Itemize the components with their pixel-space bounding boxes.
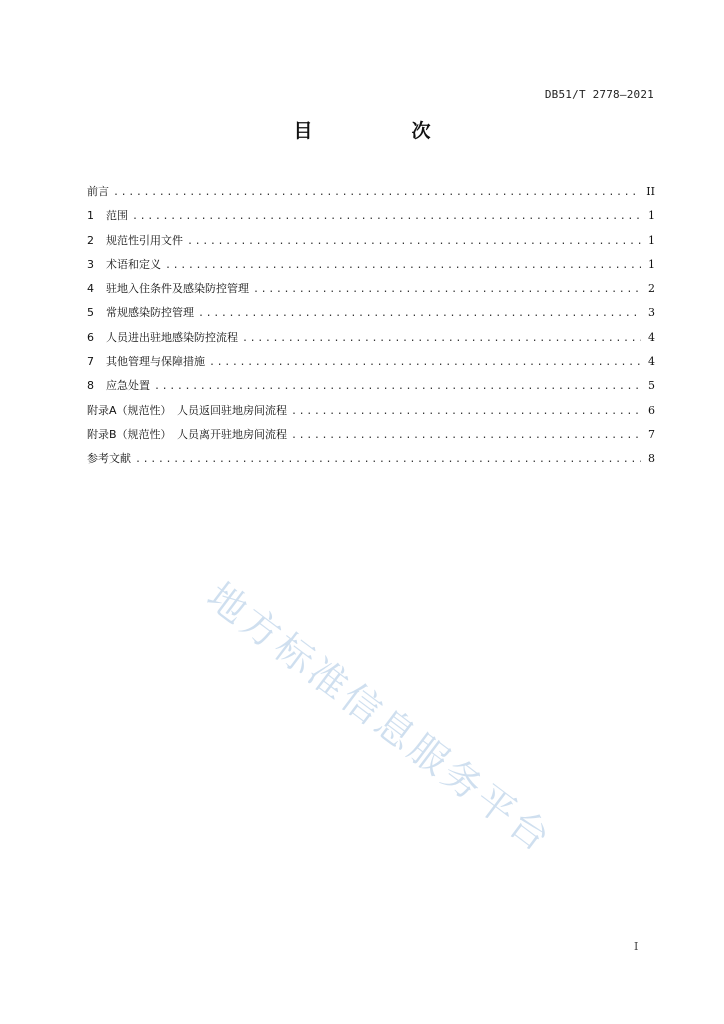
toc-entry-bibliography[interactable] (87, 447, 655, 471)
page-title: 目 次 (293, 120, 471, 142)
toc-leader-dots (209, 351, 641, 375)
toc-entry-page: 4 (648, 330, 655, 344)
toc-leader-dots (242, 327, 641, 351)
toc-entry-page: 5 (648, 379, 655, 393)
toc-entry-6[interactable] (87, 326, 655, 350)
toc-entry-page: 8 (648, 452, 655, 466)
toc-entry-number: 6 (87, 330, 94, 344)
toc-entry-number: 2 (87, 233, 94, 247)
toc-entry-page: II (646, 185, 655, 198)
toc-entry-page: 1 (648, 209, 655, 223)
toc-leader-dots (291, 424, 641, 448)
toc-entry-2[interactable] (87, 229, 655, 253)
toc-entry-label: 驻地入住条件及感染防控管理 (106, 282, 249, 296)
toc-entry-number: 1 (87, 209, 94, 223)
toc-entry-number: 5 (87, 306, 94, 320)
toc-entry-label: 范围 (106, 209, 128, 223)
toc-leader-dots (253, 278, 641, 302)
toc-entry-label: 人员进出驻地感染防控流程 (106, 330, 238, 344)
toc-leader-dots (154, 375, 641, 399)
toc-entry-label: 常规感染防控管理 (106, 306, 194, 320)
toc-entry-appendix-b[interactable] (87, 423, 655, 447)
toc-entry-8[interactable] (87, 374, 655, 398)
page-number: I (634, 940, 639, 953)
toc-entry-page: 3 (648, 306, 655, 320)
toc-entry-4[interactable] (87, 277, 655, 301)
toc-leader-dots (291, 400, 641, 424)
toc-leader-dots (135, 448, 641, 472)
toc-entry-number: 4 (87, 282, 94, 296)
toc-entry-foreword[interactable] (87, 180, 655, 204)
toc-entry-label: 前言 (87, 185, 109, 198)
toc-entry-number: 3 (87, 257, 94, 271)
toc-leader-dots (113, 181, 641, 205)
table-of-contents (87, 180, 655, 472)
toc-leader-dots (165, 254, 641, 278)
watermark: 地方标准信息服务平台 (198, 573, 561, 862)
toc-leader-dots (187, 230, 641, 254)
toc-entry-label: 应急处置 (106, 379, 150, 393)
toc-entry-page: 1 (648, 233, 655, 247)
toc-entry-label: 规范性引用文件 (106, 233, 183, 247)
toc-entry-page: 1 (648, 257, 655, 271)
toc-entry-label: 参考文献 (87, 452, 131, 466)
toc-leader-dots (132, 205, 641, 229)
toc-entry-5[interactable] (87, 301, 655, 325)
toc-entry-label: 附录A（规范性） 人员返回驻地房间流程 (87, 403, 288, 417)
toc-entry-1[interactable] (87, 204, 655, 228)
toc-entry-7[interactable] (87, 350, 655, 374)
toc-entry-label: 附录B（规范性） 人员离开驻地房间流程 (87, 427, 288, 441)
toc-entry-page: 4 (648, 355, 655, 369)
toc-entry-3[interactable] (87, 253, 655, 277)
toc-entry-label: 术语和定义 (106, 257, 161, 271)
toc-entry-page: 2 (648, 282, 655, 296)
toc-entry-page: 7 (648, 427, 655, 441)
standard-code: DB51/T 2778—2021 (544, 88, 654, 101)
toc-entry-label: 其他管理与保障措施 (106, 355, 205, 369)
toc-entry-page: 6 (648, 403, 655, 417)
toc-leader-dots (198, 302, 641, 326)
toc-entry-appendix-a[interactable] (87, 399, 655, 423)
toc-entry-number: 8 (87, 379, 94, 393)
toc-entry-number: 7 (87, 355, 94, 369)
